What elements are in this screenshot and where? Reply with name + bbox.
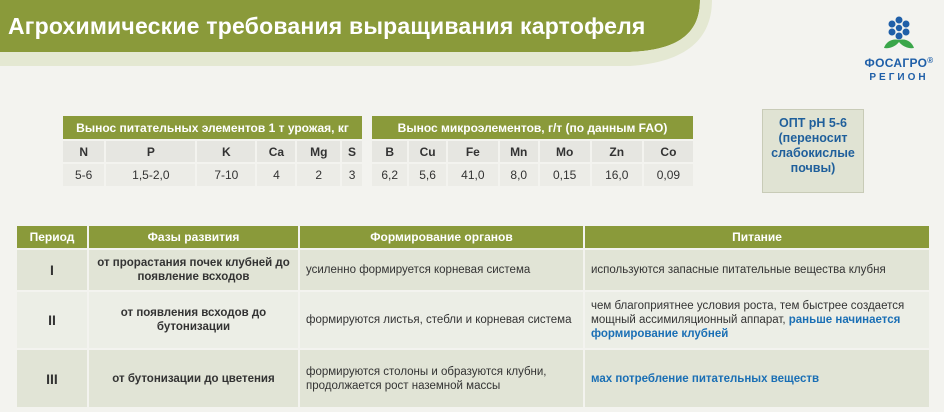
micro-symbol: Cu (408, 140, 446, 163)
micro-value: 0,15 (539, 163, 591, 186)
macro-value: 1,5-2,0 (105, 163, 196, 186)
column-header-phase: Фазы развития (88, 226, 299, 249)
macro-value: 5-6 (63, 163, 105, 186)
table-row (17, 249, 929, 291)
micro-symbol: Mn (499, 140, 539, 163)
micro-symbol: Mo (539, 140, 591, 163)
column-header-period: Период (17, 226, 88, 249)
ph-line: слабокислые (771, 146, 855, 160)
micro-symbol: Co (643, 140, 693, 163)
ph-line: (переносит (778, 131, 848, 145)
nutrition-cell (584, 349, 929, 407)
header-banner (0, 0, 944, 80)
micro-value: 0,09 (643, 163, 693, 186)
macro-value: 2 (296, 163, 341, 186)
macro-symbol: Ca (256, 140, 296, 163)
micro-table-title: Вынос микроэлементов, г/т (по данным FAO) (372, 116, 693, 140)
micro-elements-table (372, 116, 693, 186)
nutrition-highlight: раньше начинается формирование клубней (591, 314, 901, 340)
logo-registered: ® (927, 56, 934, 65)
micro-symbol: B (372, 140, 408, 163)
macro-value: 4 (256, 163, 296, 186)
phase-cell: от бутонизации до цветения (88, 349, 299, 407)
macro-symbol: S (341, 140, 362, 163)
phase-cell: от прорастания почек клубней до появление всходов (88, 249, 299, 291)
macro-value: 7-10 (196, 163, 256, 186)
macro-symbol: K (196, 140, 256, 163)
micro-symbol: Fe (447, 140, 499, 163)
flower-icon (878, 16, 920, 54)
macro-table-title: Вынос питательных элементов 1 т урожая, кг (63, 116, 362, 140)
micro-value: 16,0 (591, 163, 643, 186)
organs-cell: формируются листья, стебли и корневая система (299, 291, 584, 349)
nutrition-cell (584, 291, 929, 349)
phase-cell: от появления всходов до бутонизации (88, 291, 299, 349)
micro-value: 6,2 (372, 163, 408, 186)
growth-periods-table (17, 226, 929, 407)
ph-line: ОПТ рН 5-6 (778, 116, 848, 130)
organs-cell: формируются столоны и образуются клубни, продолжается рост наземной массы (299, 349, 584, 407)
nutrition-highlight: мах потребление питательных веществ (591, 372, 820, 385)
macro-elements-table (63, 116, 362, 186)
table-row (17, 349, 929, 407)
banner-shape (0, 0, 944, 80)
organs-cell: усиленно формируется корневая система (299, 249, 584, 291)
logo-name: ФОСАГРО (864, 56, 928, 70)
macro-symbol: N (63, 140, 105, 163)
nutrition-cell (584, 249, 929, 291)
column-header-organs: Формирование органов (299, 226, 584, 249)
period-cell: II (17, 291, 88, 349)
micro-value: 41,0 (447, 163, 499, 186)
phosagro-logo (856, 16, 942, 88)
macro-value: 3 (341, 163, 362, 186)
period-cell: I (17, 249, 88, 291)
nutrition-text: используются запасные питательные вещества клубня (591, 264, 886, 276)
micro-symbol: Zn (591, 140, 643, 163)
micro-value: 8,0 (499, 163, 539, 186)
table-row (17, 291, 929, 349)
column-header-nutrition: Питание (584, 226, 929, 249)
page-title: Агрохимические требования выращивания картофеля (8, 13, 646, 39)
micro-value: 5,6 (408, 163, 446, 186)
nutrition-text: чем благоприятнее условия роста, тем быстрее создается мощный ассимиляционный аппарат, (591, 300, 905, 326)
ph-line: почвы) (790, 161, 836, 175)
macro-symbol: P (105, 140, 196, 163)
period-cell: III (17, 349, 88, 407)
macro-symbol: Mg (296, 140, 341, 163)
ph-info-box (762, 109, 864, 193)
logo-subtitle: РЕГИОН (869, 72, 929, 83)
